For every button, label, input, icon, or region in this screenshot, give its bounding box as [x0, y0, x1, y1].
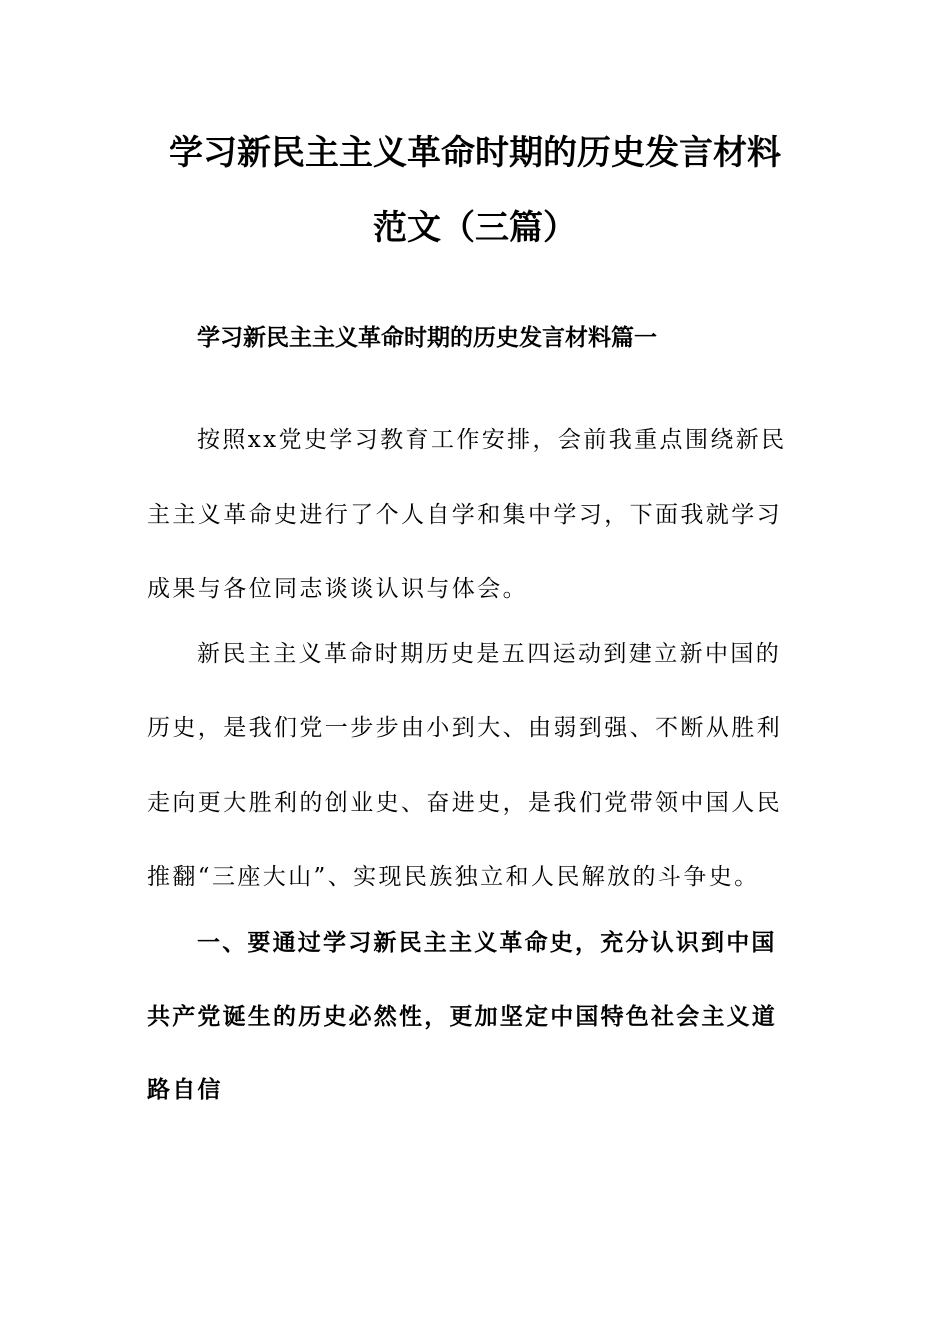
document-title-line-1: 学习新民主主义革命时期的历史发言材料 — [169, 133, 781, 173]
paragraph-1-line-1: 按照xx党史学习教育工作安排，会前我重点围绕新民 — [197, 427, 787, 453]
paragraph-2-line-2: 历史，是我们党一步步由小到大、由弱到强、不断从胜利 — [147, 715, 782, 741]
paragraph-1-line-2: 主主义革命史进行了个人自学和集中学习，下面我就学习 — [147, 502, 782, 528]
document-title-line-2: 范文（三篇） — [373, 208, 577, 248]
section-title: 学习新民主主义革命时期的历史发言材料篇一 — [197, 325, 657, 351]
paragraph-2-line-3: 走向更大胜利的创业史、奋进史，是我们党带领中国人民 — [147, 790, 782, 816]
paragraph-1-line-3: 成果与各位同志谈谈认识与体会。 — [147, 576, 528, 602]
paragraph-2-line-4: 推翻“三座大山”、实现民族独立和人民解放的斗争史。 — [147, 864, 760, 890]
heading-1-line-1: 一、要通过学习新民主主义革命史，充分认识到中国 — [197, 930, 777, 956]
heading-1-line-3: 路自信 — [147, 1077, 223, 1103]
paragraph-2-line-1: 新民主主义革命时期历史是五四运动到建立新中国的 — [197, 641, 782, 667]
heading-1-line-2: 共产党诞生的历史必然性，更加坚定中国特色社会主义道 — [147, 1004, 777, 1030]
